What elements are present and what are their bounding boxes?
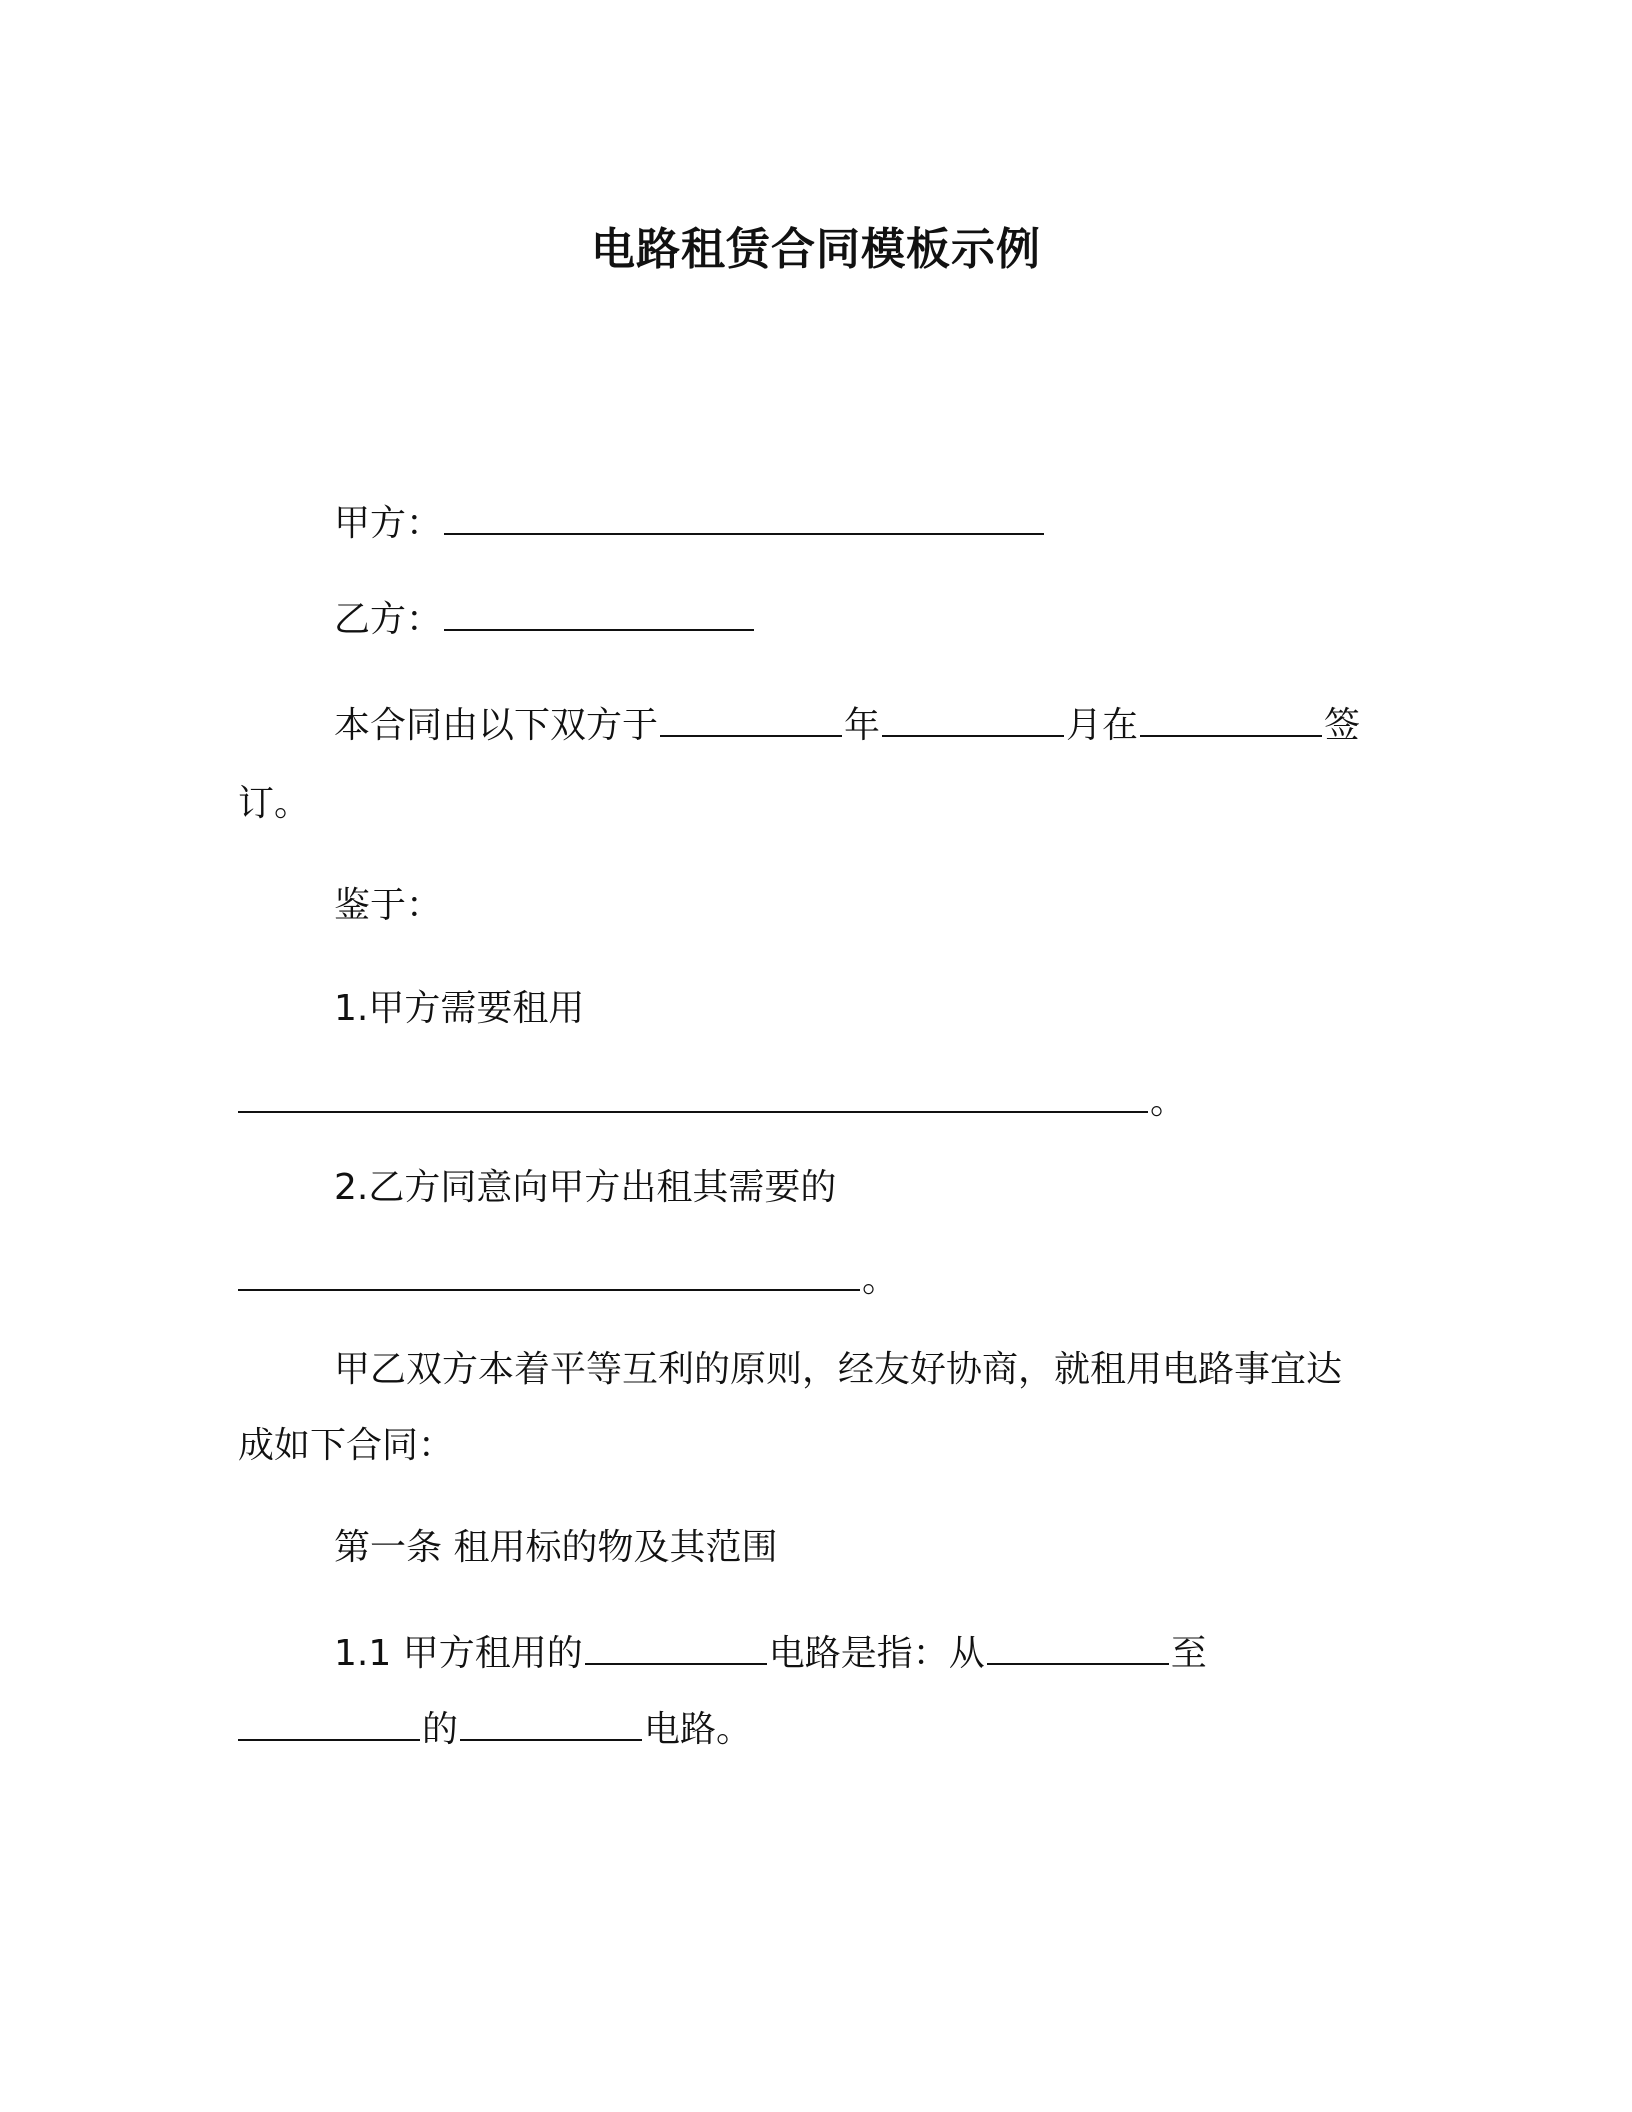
item2-text: 2.乙方同意向甲方出租其需要的 <box>334 1167 837 1208</box>
party-a-blank[interactable] <box>444 503 1044 535</box>
clause-1-1-from-blank[interactable] <box>987 1633 1169 1665</box>
agreement-text-1: 甲乙双方本着平等互利的原则，经友好协商，就租用电路事宜达 <box>334 1349 1343 1390</box>
signing-line <box>334 702 1360 750</box>
clause-1-1-circuit-blank[interactable] <box>460 1709 642 1741</box>
item1-line <box>334 985 584 1033</box>
signing-place-blank[interactable] <box>1140 705 1322 737</box>
article1-heading: 第一条 租用标的物及其范围 <box>334 1527 778 1568</box>
party-b-blank[interactable] <box>444 599 754 631</box>
item1-blank[interactable] <box>238 1081 1148 1113</box>
item2-blank-line <box>238 1256 898 1304</box>
item1-end: 。 <box>1150 1081 1187 1122</box>
agreement-line-2 <box>238 1422 454 1470</box>
agreement-line-1 <box>334 1346 1342 1394</box>
clause-1-1-prefix: 1.1 甲方租用的 <box>334 1633 583 1674</box>
whereas-label: 鉴于： <box>334 885 443 926</box>
clause-1-1-circuit-type-blank[interactable] <box>585 1633 767 1665</box>
clause-1-1-to: 至 <box>1170 1633 1207 1674</box>
whereas-line <box>334 882 442 930</box>
clause-1-1-line <box>334 1630 1207 1678</box>
item1-text: 1.甲方需要租用 <box>334 988 585 1029</box>
signing-prefix: 本合同由以下双方于 <box>334 705 659 746</box>
party-a-line <box>334 500 1046 548</box>
agreement-text-2: 成如下合同： <box>238 1425 455 1466</box>
article1-heading-line <box>334 1524 777 1572</box>
signing-continuation <box>238 780 310 828</box>
document-title: 电路租赁合同模板示例 <box>591 224 1041 275</box>
clause-1-1-to-blank[interactable] <box>238 1709 420 1741</box>
clause-1-1-circuit-is: 电路是指：从 <box>768 1633 985 1674</box>
clause-1-1-continuation <box>238 1706 752 1754</box>
signing-signed-label: 签 <box>1324 705 1361 746</box>
signing-month-label: 月在 <box>1066 705 1139 746</box>
item1-blank-line <box>238 1078 1186 1126</box>
signing-year-label: 年 <box>844 705 881 746</box>
signing-year-blank[interactable] <box>660 705 842 737</box>
clause-1-1-circuit-end: 电路。 <box>644 1709 753 1750</box>
item2-line <box>334 1164 836 1212</box>
signing-month-blank[interactable] <box>882 705 1064 737</box>
party-a-label: 甲方： <box>334 503 443 544</box>
party-b-line <box>334 596 756 644</box>
party-b-label: 乙方： <box>334 599 443 640</box>
clause-1-1-of: 的 <box>422 1709 459 1750</box>
signing-signed-cont: 订。 <box>238 783 311 824</box>
item2-end: 。 <box>862 1259 899 1300</box>
item2-blank[interactable] <box>238 1259 860 1291</box>
